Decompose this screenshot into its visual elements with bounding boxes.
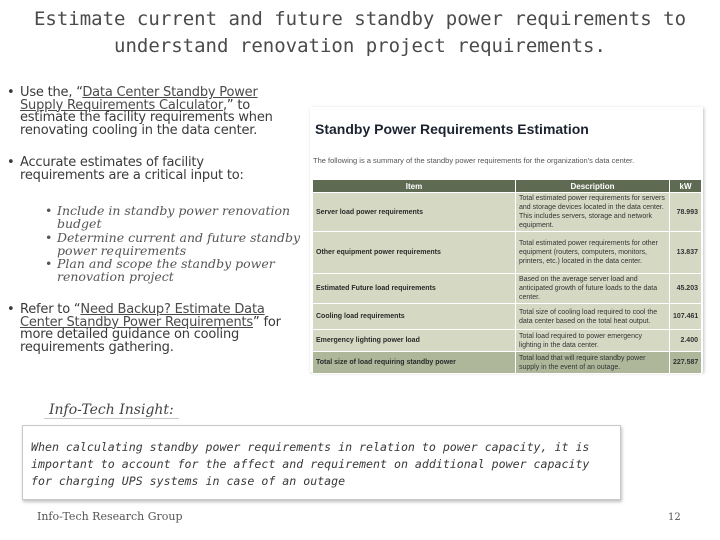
standby-power-table — [312, 179, 702, 374]
sub-bullet-plan: • Plan and scope the standby power renovation project — [45, 256, 275, 284]
sub-bullet-budget: • Include in standby power renovation budget — [45, 203, 291, 231]
row-kw: 13.837 — [670, 232, 702, 274]
row-kw: 45.203 — [670, 274, 702, 304]
standby-power-table-image — [310, 107, 703, 372]
header-kw: kW — [670, 180, 702, 193]
sub-bullet-dot: • — [45, 203, 53, 218]
row-description: Based on the average server load and anticipated growth of future loads to the data center. — [516, 274, 670, 304]
row-description: Total estimated power requirements for other equipment (routers, computers, monitors, printers, etc.) located in the data center. — [516, 232, 670, 274]
row-description: Total size of cooling load required to cool the data center based on the total heat output. — [516, 304, 670, 330]
bullet-calculator: • Use the, “Data Center Standby Power Supply Requirements Calculator,” to estimate the facility requirements when renovating cooling in the data center. — [7, 85, 273, 138]
table-row — [313, 274, 702, 304]
row-item: Emergency lighting power load — [313, 330, 516, 352]
row-description: Total estimated power requirements for servers and storage devices located in the data center. This includes servers, storage and network equipment. — [516, 193, 670, 232]
row-kw: 227.587 — [670, 352, 702, 374]
table-subtitle: The following is a summary of the standby power requirements for the organization's data center. — [313, 156, 635, 165]
bullet-dot: • — [7, 302, 15, 317]
row-description: Total load that will require standby power supply in the event of an outage. — [516, 352, 670, 374]
footer-company: Info-Tech Research Group — [37, 510, 183, 523]
row-item: Server load power requirements — [313, 193, 516, 232]
row-kw: 78.993 — [670, 193, 702, 232]
row-kw: 2.400 — [670, 330, 702, 352]
table-title: Standby Power Requirements Estimation — [315, 121, 589, 137]
table-row — [313, 193, 702, 232]
bullet-accurate-estimates: • Accurate estimates of facility requirements are a critical input to: — [7, 155, 244, 183]
bullet-dot: • — [7, 155, 15, 170]
row-item: Total size of load requiring standby power — [313, 352, 516, 374]
table-row — [313, 304, 702, 330]
insight-box — [22, 425, 621, 500]
header-description: Description — [516, 180, 670, 193]
row-item: Other equipment power requirements — [313, 232, 516, 274]
bullet-dot: • — [7, 85, 15, 100]
row-kw: 107.461 — [670, 304, 702, 330]
row-description: Total load required to power emergency lighting in the data center. — [516, 330, 670, 352]
sub-bullet-dot: • — [45, 256, 53, 271]
row-item: Estimated Future load requirements — [313, 274, 516, 304]
sub-bullet-dot: • — [45, 230, 53, 245]
table-total-row — [313, 352, 702, 374]
page-number: 12 — [668, 512, 681, 523]
sub-bullet-determine: • Determine current and future standby power requirements — [45, 230, 301, 258]
row-item: Cooling load requirements — [313, 304, 516, 330]
insight-label: Info-Tech Insight: — [44, 402, 179, 419]
bullet-refer: • Refer to “Need Backup? Estimate Data Center Standby Power Requirements” for more detailed guidance on cooling requirements gathering. — [7, 302, 281, 355]
table-header-row — [313, 180, 702, 193]
need-backup-link[interactable]: Need Backup? Estimate Data Center Standby Power Requirements — [20, 302, 265, 330]
table-row — [313, 232, 702, 274]
slide-title: Estimate current and future standby power requirements to understand renovation project requirements. — [33, 8, 687, 57]
table-row — [313, 330, 702, 352]
calculator-link[interactable]: Data Center Standby Power Supply Requirements Calculator — [20, 85, 258, 113]
header-item: Item — [313, 180, 516, 193]
insight-text: When calculating standby power requirements in relation to power capacity, it is important to account for the affect and requirement on additional power capacity for charging UPS systems in case of an outage — [31, 440, 590, 488]
